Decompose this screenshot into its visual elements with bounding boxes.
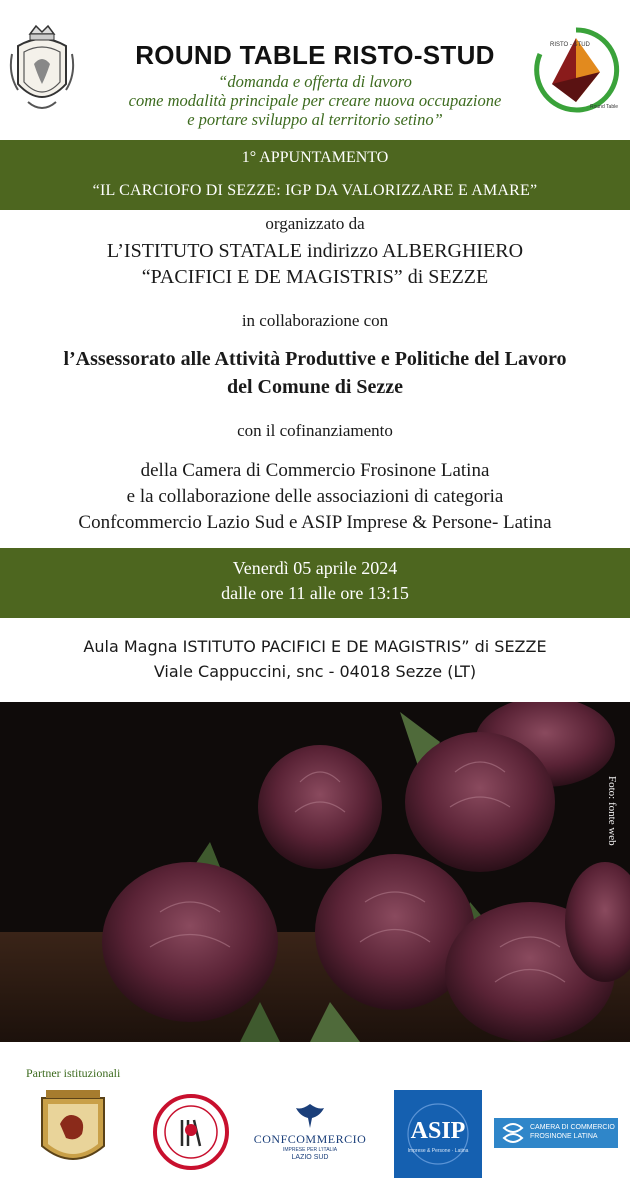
- tagline-line: e portare sviluppo al territorio setino”: [187, 110, 443, 129]
- sezze-coat-of-arms-icon: [8, 24, 76, 114]
- confcommercio-sub1: IMPRESE PER L’ITALIA: [282, 1147, 338, 1153]
- funding-line3: Confcommercio Lazio Sud e ASIP Imprese & Persone- Latina: [78, 512, 552, 533]
- collaboration-line1: l’Assessorato alle Attività Produttive e Politiche del Lavoro: [63, 348, 567, 370]
- confcommercio-sub2: LAZIO SUD: [291, 1154, 329, 1161]
- event-time: dalle ore 11 alle ore 13:15: [221, 583, 409, 603]
- organizer-name-line1: L’ISTITUTO STATALE indirizzo ALBERGHIERO: [106, 240, 524, 262]
- event-banner: [0, 140, 630, 210]
- asip-sub: Imprese & Persone · Latina: [407, 1148, 469, 1154]
- eagle-icon: [252, 1100, 368, 1132]
- collaboration-intro: in collaborazione con: [241, 311, 389, 330]
- event-date: Venerdì 05 aprile 2024: [232, 558, 398, 578]
- organizer-intro: organizzato da: [265, 214, 365, 233]
- funding-intro: con il cofinanziamento: [237, 421, 393, 440]
- event-theme: “IL CARCIOFO DI SEZZE: IGP DA VALORIZZARE E AMARE”: [92, 182, 538, 199]
- confcommercio-name: CONFCOMMERCIO: [253, 1132, 367, 1146]
- camera-commercio-logo: [494, 1118, 618, 1148]
- funding-line2: e la collaborazione delle associazioni di categoria: [126, 486, 504, 507]
- schedule-banner: [0, 548, 630, 618]
- partners-label: Partner istituzionali: [26, 1066, 121, 1080]
- venue-line2: Viale Cappuccini, snc - 04018 Sezze (LT): [153, 662, 477, 681]
- camera-name: [530, 1123, 616, 1141]
- alberghiero-sezze-logo-icon: [152, 1090, 230, 1174]
- tagline-line: “domanda e offerta di lavoro: [218, 72, 412, 91]
- artichokes-illustration: [0, 702, 630, 1042]
- page-title: ROUND TABLE RISTO-STUD: [135, 40, 495, 70]
- collaboration-line2: del Comune di Sezze: [226, 376, 404, 398]
- tagline-line: come modalità principale per creare nuova occupazione: [128, 91, 502, 110]
- risto-stud-logo-icon: [530, 24, 622, 118]
- organizer-name-line2: “PACIFICI E DE MAGISTRIS” di SEZZE: [141, 266, 489, 288]
- logo-text-side: Round Table: [590, 104, 618, 110]
- camera-knot-icon: [498, 1118, 528, 1148]
- venue-line1: Aula Magna ISTITUTO PACIFICI E DE MAGISTRIS” di SEZZE: [83, 637, 547, 656]
- tagline: [80, 72, 550, 129]
- asip-logo: [394, 1090, 482, 1178]
- confcommercio-logo: [252, 1100, 368, 1166]
- camera-line1: CAMERA DI COMMERCIO: [530, 1124, 615, 1131]
- logo-text-top: RISTO - STUD: [550, 42, 590, 48]
- camera-line2: FROSINONE LATINA: [530, 1133, 598, 1140]
- event-number: 1° APPUNTAMENTO: [241, 149, 389, 166]
- sezze-municipality-logo-icon: [36, 1090, 110, 1174]
- photo-credit: Foto: fonte web: [606, 776, 618, 846]
- artichokes-photo: [0, 702, 630, 1042]
- asip-name: ASIP: [410, 1118, 466, 1144]
- header: [0, 0, 630, 138]
- funding-line1: della Camera di Commercio Frosinone Latina: [140, 460, 490, 481]
